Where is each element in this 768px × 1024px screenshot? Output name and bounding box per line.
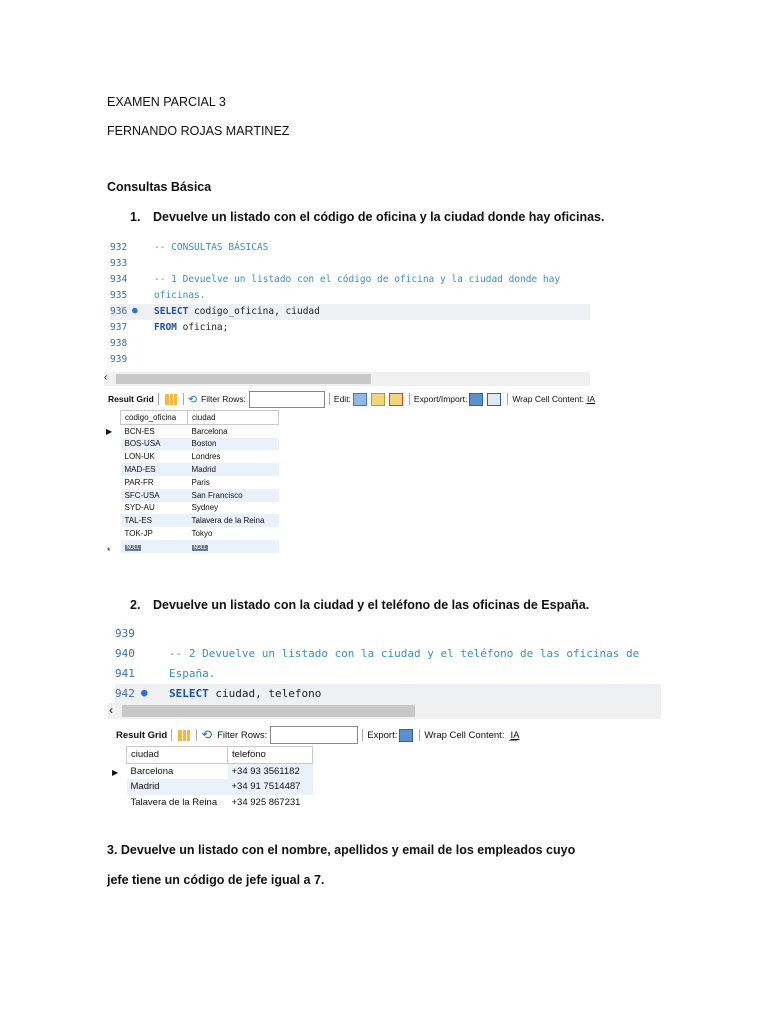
q3-text-line2: jefe tiene un código de jefe igual a 7. xyxy=(107,873,325,887)
filter-rows-input[interactable] xyxy=(270,726,358,744)
table-cell[interactable]: Talavera de la Reina xyxy=(130,796,218,808)
table-row[interactable] xyxy=(121,502,279,515)
edit-label: Edit: xyxy=(333,394,351,404)
table-row[interactable] xyxy=(121,450,279,463)
result-toolbar-1 xyxy=(108,390,595,408)
table-cell[interactable]: Barcelona xyxy=(130,765,174,777)
line-number: 940 xyxy=(115,647,135,660)
document-title: EXAMEN PARCIAL 3 xyxy=(107,95,226,109)
table-cell[interactable]: +34 925 867231 xyxy=(231,796,301,808)
export-icon[interactable] xyxy=(469,393,483,406)
scroll-left-icon[interactable]: ‹ xyxy=(104,372,108,383)
line-number: 932 xyxy=(110,242,128,253)
q1-number: 1. xyxy=(130,210,141,224)
sql-editor-1[interactable] xyxy=(110,240,590,368)
q2-text: Devuelve un listado con la ciudad y el teléfono de las oficinas de España. xyxy=(153,598,590,612)
export-label: Export: xyxy=(367,729,398,741)
table-row[interactable] xyxy=(121,438,279,451)
delete-row-icon[interactable] xyxy=(389,393,403,406)
code-comment: -- 2 Devuelve un listado con la ciudad y el teléfono de las oficinas de España. xyxy=(169,647,640,680)
line-number: 938 xyxy=(110,338,128,349)
scroll-left-icon[interactable]: ‹ xyxy=(109,703,113,717)
grid-view-icon[interactable] xyxy=(165,394,177,405)
table-row[interactable] xyxy=(121,527,279,540)
q3-text-line1: 3. Devuelve un listado con el nombre, apellidos y email de los empleados cuyo xyxy=(107,843,576,857)
result-grid-1 xyxy=(106,410,279,556)
table-cell[interactable]: TAL-ES xyxy=(121,514,188,527)
line-number: 939 xyxy=(115,627,135,640)
line-number: 942 xyxy=(115,687,135,700)
table-cell[interactable]: TOK-JP xyxy=(124,529,153,539)
table-cell[interactable]: BOS-USA xyxy=(121,438,188,451)
table-row[interactable] xyxy=(127,795,313,811)
table-cell[interactable]: Barcelona xyxy=(191,426,228,436)
line-number: 941 xyxy=(115,667,135,680)
sql-keyword: SELECT xyxy=(154,306,189,317)
author-name: FERNANDO ROJAS MARTINEZ xyxy=(107,124,290,138)
table-cell[interactable]: Tokyo xyxy=(191,529,213,539)
result-grid-tab[interactable]: Result Grid xyxy=(108,394,154,404)
line-number: 934 xyxy=(110,274,128,285)
horizontal-scrollbar[interactable] xyxy=(108,703,661,719)
import-icon[interactable] xyxy=(487,393,501,406)
scrollbar-thumb[interactable] xyxy=(122,705,415,717)
wrap-cell-icon[interactable]: I͟A xyxy=(510,729,520,741)
table-cell[interactable]: Boston xyxy=(188,438,279,451)
result-grid-tab[interactable]: Result Grid xyxy=(116,729,168,741)
sql-keyword: SELECT xyxy=(169,687,209,700)
line-number: 935 xyxy=(110,290,128,301)
refresh-icon[interactable]: ⟲ xyxy=(187,393,198,406)
table-row[interactable] xyxy=(121,424,279,437)
wrap-cell-label: Wrap Cell Content: xyxy=(424,729,505,741)
edit-row-icon[interactable] xyxy=(353,393,367,406)
export-icon[interactable] xyxy=(399,729,413,742)
wrap-cell-label: Wrap Cell Content: xyxy=(512,394,584,404)
add-row-icon[interactable] xyxy=(371,393,385,406)
code-comment: -- 1 Devuelve un listado con el código de oficina y la ciudad donde hay oficinas. xyxy=(154,274,561,301)
wrap-cell-icon[interactable]: I͟A xyxy=(586,394,595,404)
table-row[interactable] xyxy=(121,489,279,502)
table-cell[interactable]: Madrid xyxy=(188,463,279,476)
execution-dot-icon: ● xyxy=(141,686,148,699)
sql-text: ciudad, telefono xyxy=(208,687,322,700)
result-grid-2 xyxy=(110,746,313,810)
sql-text: oficina; xyxy=(176,322,229,333)
sql-text: codigo_oficina, ciudad xyxy=(188,306,320,317)
table-row[interactable] xyxy=(121,514,279,527)
refresh-icon[interactable]: ⟲ xyxy=(201,727,213,742)
table-cell[interactable]: Paris xyxy=(191,477,210,487)
table-cell[interactable]: Londres xyxy=(191,452,221,462)
table-cell[interactable]: SYD-AU xyxy=(124,503,155,513)
filter-rows-input[interactable] xyxy=(249,391,325,408)
filter-rows-label: Filter Rows: xyxy=(201,394,246,404)
export-import-label: Export/Import: xyxy=(413,394,468,404)
filter-rows-label: Filter Rows: xyxy=(217,729,268,741)
scrollbar-thumb[interactable] xyxy=(116,374,371,384)
null-badge: NULL xyxy=(126,544,140,551)
sql-keyword: FROM xyxy=(154,322,177,333)
null-badge: NULL xyxy=(193,544,207,551)
grid-view-icon[interactable] xyxy=(178,730,190,741)
table-row[interactable] xyxy=(121,463,279,476)
horizontal-scrollbar[interactable] xyxy=(104,372,590,386)
table-cell[interactable]: +34 93 3561182 xyxy=(228,763,313,779)
table-cell[interactable]: San Francisco xyxy=(188,489,279,502)
section-title: Consultas Básica xyxy=(107,180,212,194)
table-cell[interactable]: LON-UK xyxy=(124,452,155,462)
table-cell[interactable]: Talavera de la Reina xyxy=(188,514,279,527)
table-cell[interactable]: SFC-USA xyxy=(121,489,188,502)
column-header[interactable]: codigo_oficina xyxy=(121,411,188,425)
execution-dot-icon: ● xyxy=(132,305,138,316)
table-row[interactable] xyxy=(121,476,279,489)
q1-text: Devuelve un listado con el código de oficina y la ciudad donde hay oficinas. xyxy=(153,210,605,224)
table-row[interactable] xyxy=(127,779,313,795)
table-cell[interactable]: Sydney xyxy=(191,503,219,513)
table-cell[interactable]: MAD-ES xyxy=(121,463,188,476)
line-number: 939 xyxy=(110,354,128,365)
current-row-indicator-icon: ▶ xyxy=(112,768,119,777)
column-header[interactable]: ciudad xyxy=(188,411,279,425)
new-row-indicator-icon: * xyxy=(107,546,111,556)
code-comment: -- CONSULTAS BÁSICAS xyxy=(154,242,269,253)
line-number: 936 xyxy=(110,306,128,317)
table-cell[interactable]: BCN-ES xyxy=(124,426,155,436)
table-row-new[interactable] xyxy=(121,540,279,553)
q2-number: 2. xyxy=(130,598,141,612)
table-cell[interactable]: Madrid xyxy=(127,779,228,795)
table-row[interactable] xyxy=(127,763,313,779)
current-row-indicator-icon: ▶ xyxy=(106,427,113,436)
table-cell[interactable]: PAR-FR xyxy=(124,477,154,487)
line-number: 933 xyxy=(110,258,128,269)
sql-editor-2[interactable] xyxy=(115,624,661,704)
column-header[interactable]: telefono xyxy=(228,747,313,764)
column-header[interactable]: ciudad xyxy=(127,747,228,764)
line-number: 937 xyxy=(110,322,128,333)
table-cell[interactable]: +34 91 7514487 xyxy=(228,779,313,795)
result-toolbar-2 xyxy=(116,725,519,745)
